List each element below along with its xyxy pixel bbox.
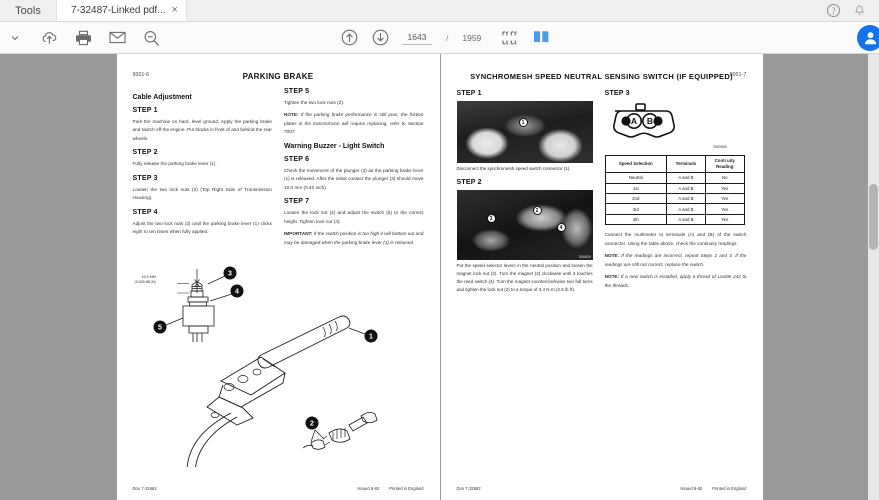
connector-illustration-wrap: [605, 102, 737, 149]
document-page-right: [441, 54, 763, 500]
terminal-b-label: B: [646, 116, 653, 126]
step-7-text: Loosen the lock nut (4) and adjust the switch (5) to the correct height. Tighten lock nut (4).: [284, 210, 424, 224]
toolbar: [0, 22, 879, 54]
svg-text:3: 3: [227, 270, 232, 278]
step-5-note: [284, 111, 424, 136]
cloud-upload-icon[interactable]: [40, 29, 58, 47]
photo-reference-code: S90829: [578, 255, 591, 260]
right-column-2: [605, 90, 747, 294]
email-icon[interactable]: [108, 29, 126, 47]
photo-callout-1: 1: [519, 118, 528, 127]
toolbar-left-group: [0, 29, 160, 47]
section-heading-cable-adjustment: Cable Adjustment: [132, 94, 192, 101]
step-1-caption: Disconnect the synchromesh speed switch connector (1).: [456, 166, 571, 171]
tab-bar: [0, 0, 879, 22]
tab-bar-actions: [827, 0, 879, 21]
right-step-2-heading: STEP 2: [456, 179, 482, 187]
toolbar-right-group: [857, 25, 879, 51]
cell-continuity: Yes: [705, 204, 744, 214]
continuity-header-line1: Conti uity: [714, 158, 735, 164]
two-page-view-icon[interactable]: [532, 29, 550, 47]
dimension-line-1: 10.0 MM: [141, 275, 156, 280]
table-caption: Connect the multimeter to terminals (A) and (B) of the switch connector. Using the table above, check the continuity readings.: [604, 232, 747, 246]
cell-speed: 3rd: [605, 204, 666, 214]
left-column-2: [284, 88, 424, 251]
right-column-1: [457, 90, 593, 294]
connector-reference-code: SM0589: [713, 145, 727, 149]
svg-text:4: 4: [234, 288, 239, 296]
page-thumbnails-icon[interactable]: [501, 29, 519, 47]
step-3-heading: STEP 3: [132, 174, 158, 182]
step-6-text: Check the movement of the plunger (3) as the parking brake lever (1) is released. After the initial contact the plunger (3) should move 10.0 mm (0.40 inch).: [284, 167, 424, 190]
right-note-1-label: NOTE:: [604, 253, 620, 259]
tab-bar-filler: [187, 0, 827, 21]
table-row: [605, 183, 744, 193]
page-spread: [117, 54, 763, 500]
step-6-heading: STEP 6: [284, 155, 310, 163]
cell-speed: 4th: [605, 214, 666, 224]
scroll-up-button[interactable]: [340, 29, 358, 47]
table-row: [605, 194, 744, 204]
photo-callout-4: 4: [557, 223, 566, 232]
right-footer-doc-number: Don 7-32682: [456, 486, 481, 491]
cell-speed: 1st: [605, 183, 666, 193]
right-footer-right: [680, 486, 746, 491]
left-column-1: [133, 88, 273, 251]
left-page-footer: [133, 486, 424, 491]
tab-document[interactable]: [56, 0, 187, 21]
left-footer-right: [357, 486, 423, 491]
parking-brake-illustration: [133, 255, 425, 467]
right-note-1-text: If the readings are incorrect, repeat Steps 2 and 3. If the readings are still not correct, replace the switch.: [604, 253, 747, 267]
page-separator: /: [446, 32, 449, 43]
table-row: [605, 173, 744, 183]
table-body: [605, 173, 744, 225]
important-text: If the switch position is too high it will bottom out and may be damaged when the parking brake lever (1) is released.: [284, 231, 424, 245]
left-footer-doc-number: Don 7-32682: [132, 486, 157, 491]
step-5-text: Tighten the two lock nuts (2).: [284, 100, 345, 105]
help-button[interactable]: [827, 4, 840, 17]
document-viewer[interactable]: [0, 54, 879, 500]
scroll-down-button[interactable]: [371, 29, 389, 47]
table-header-continuity-reading: [705, 156, 744, 173]
step-2-photo: [457, 190, 593, 260]
table-row: [605, 214, 744, 224]
vertical-scrollbar-track[interactable]: [868, 54, 879, 500]
step-3-text: Loosen the two lock nuts (2) (Top Right Side of Transmission Housing).: [132, 186, 272, 201]
cell-terminals: A and B: [666, 194, 705, 204]
cell-continuity: Yes: [705, 194, 744, 204]
table-header-speed-selection: Speed Selection: [605, 156, 666, 173]
cell-continuity: Yes: [705, 214, 744, 224]
callout-bubbles: [153, 267, 377, 430]
brake-lever-linedrawing: [133, 255, 425, 467]
tab-tools-label: Tools: [15, 4, 41, 17]
table-row: [605, 204, 744, 214]
right-footer-printed: Printed in England: [712, 486, 747, 491]
cell-speed: 2nd: [605, 194, 666, 204]
note-text: If the parking brake performance is still poor, the friction plates in the transmission will require replacing, refer to Section 7007.: [284, 112, 424, 135]
right-page-columns: [457, 90, 747, 294]
svg-text:2: 2: [309, 420, 314, 428]
cell-terminals: A and B: [666, 183, 705, 193]
important-label: IMPORTANT:: [284, 231, 313, 237]
zoom-out-icon[interactable]: [142, 29, 160, 47]
cell-speed: Neutral: [605, 173, 666, 183]
cell-continuity: No: [705, 173, 744, 183]
step-7-important: [284, 230, 424, 247]
right-note-1: [605, 252, 747, 269]
right-page-footer: [457, 486, 747, 491]
page-number-input[interactable]: [402, 30, 432, 45]
step-4-heading: STEP 4: [132, 208, 158, 216]
toolbar-navigation-group: [340, 29, 550, 47]
print-icon[interactable]: [74, 29, 92, 47]
tab-document-label: 7-32487-Linked pdf...: [71, 5, 166, 16]
right-page-title: SYNCHROMESH SPEED NEUTRAL SENSING SWITCH (IF EQUIPPED): [470, 72, 733, 81]
avatar[interactable]: [857, 25, 879, 51]
photo-callout-3: 3: [487, 214, 496, 223]
section-heading-warning-buzzer: Warning Buzzer - Light Switch: [284, 142, 385, 150]
dimension-label: [135, 275, 156, 285]
step-1-photo: [457, 101, 593, 163]
step-7-heading: STEP 7: [284, 198, 310, 206]
step-1-heading: STEP 1: [132, 107, 158, 114]
total-pages: 1959: [462, 32, 482, 43]
right-step-1-heading: STEP 1: [456, 90, 482, 97]
chevron-down-icon[interactable]: [6, 29, 24, 47]
cell-terminals: A and B: [666, 173, 705, 183]
svg-text:1: 1: [368, 333, 373, 341]
right-note-2-label: NOTE:: [604, 274, 620, 280]
right-page-number: 9001-7: [729, 72, 747, 78]
right-footer-issued: Issued 8-92: [680, 486, 703, 491]
bell-icon: [854, 5, 865, 17]
note-label: NOTE:: [284, 112, 299, 118]
cell-continuity: Yes: [705, 183, 744, 193]
tab-tools[interactable]: [0, 0, 56, 21]
left-footer-issued: Issued 8-92: [357, 486, 380, 491]
notifications-button[interactable]: [854, 5, 865, 17]
cell-terminals: A and B: [666, 204, 705, 214]
left-page-columns: [133, 88, 424, 251]
right-note-2: [605, 273, 747, 290]
svg-text:5: 5: [157, 324, 162, 332]
left-page-title: PARKING BRAKE: [242, 72, 314, 81]
left-footer-printed: Printed in England: [389, 486, 424, 491]
step-1-text: Park the machine on hard, level ground. Apply the parking brake and switch off the engine. Put blocks in front of and behind the rear wheels.: [132, 119, 272, 141]
right-note-2-text: If a new switch is installed, apply a thread of Loctite 242 to the threads.: [604, 274, 747, 288]
continuity-table: [605, 155, 745, 225]
step-4-text: Adjust the two lock nuts (2) until the parking brake lever (1) clicks eight to ten times when fully applied.: [132, 220, 272, 235]
photo-callout-2: 2: [533, 206, 542, 215]
terminal-a-label: A: [630, 116, 637, 126]
step-2-heading: STEP 2: [132, 149, 158, 157]
switch-connector-icon: [605, 102, 679, 144]
question-mark-icon: ?: [827, 4, 840, 17]
current-page-value: 1643: [407, 32, 427, 42]
step-2-text: Fully release the parking brake lever (1).: [132, 161, 217, 167]
table-header-row: [605, 156, 744, 173]
continuity-header-line2: Reading: [716, 164, 734, 170]
right-step-3-heading: STEP 3: [604, 90, 630, 97]
left-page-number: 9001-6: [132, 72, 150, 78]
dimension-line-2: (0.040 INCH): [134, 280, 156, 285]
table-header-terminals: Terminals: [666, 156, 705, 173]
step-5-heading: STEP 5: [284, 88, 310, 95]
vertical-scrollbar-thumb[interactable]: [869, 184, 878, 250]
close-icon[interactable]: ×: [171, 4, 178, 16]
document-page-left: [117, 54, 440, 500]
step-2-caption: Put the speed selector levers in the neutral position and loosen the magnet lock nut (2). Turn the magnet (3) clockwise until it touches the reed switch (4). Turn the magnet counterclockwise two full turns and tighten the lock nut (2) to a torque of 3.4 N·m (2.5 lb ft).: [456, 263, 593, 293]
cell-terminals: A and B: [666, 214, 705, 224]
